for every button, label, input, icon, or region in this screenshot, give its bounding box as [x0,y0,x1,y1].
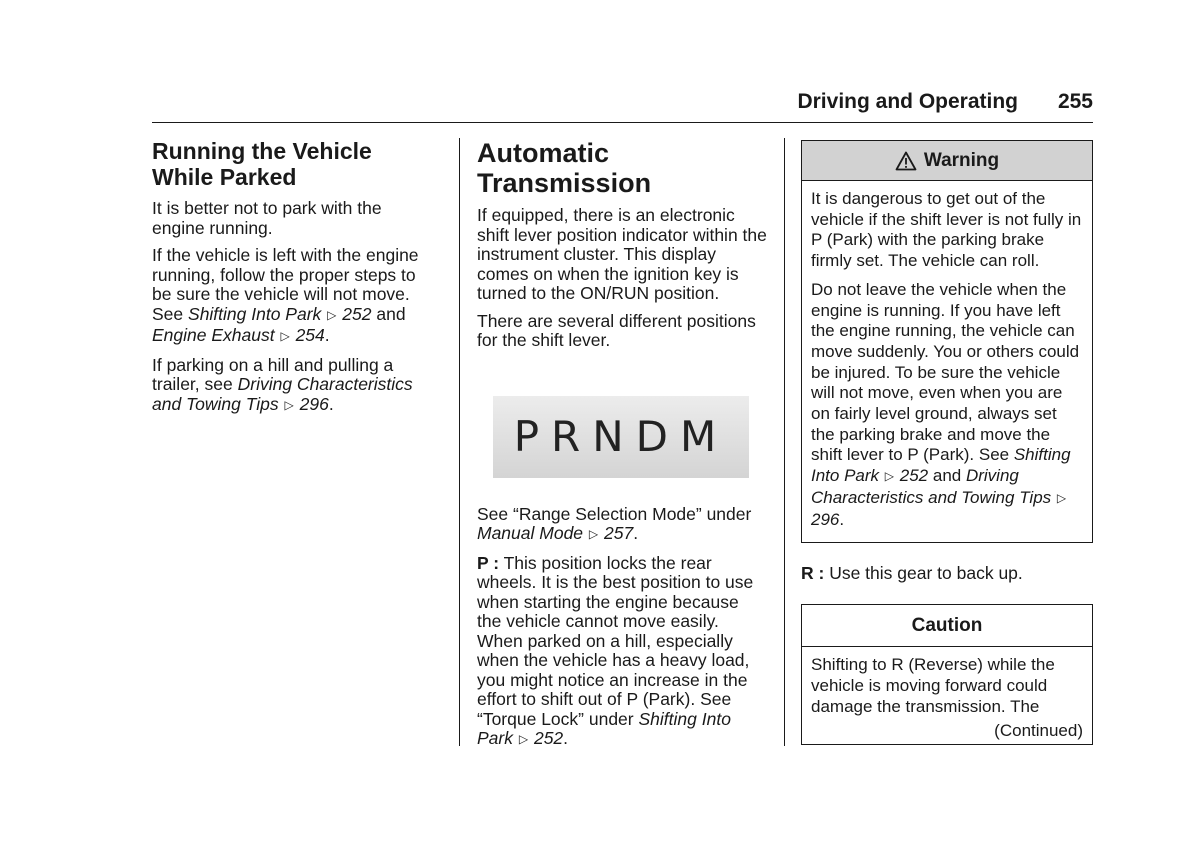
paragraph: See “Range Selection Mode” under Manual Mode ▷ 257. [477,503,752,543]
page-number: 255 [1057,90,1093,113]
paragraph: If parking on a hill and pulling a trailer, see Driving Characteristics and Towing Tips ▷ 296. [152,354,413,414]
cross-reference-link[interactable]: Shifting Into Park ▷ 252 [477,708,731,748]
paragraph [801,563,1093,583]
continued-label: (Continued) [994,721,1083,741]
page-arrow-icon: ▷ [518,732,529,746]
header-rule [152,122,1093,123]
column-divider-2 [784,138,785,746]
caution-box [801,604,1093,745]
cross-reference-link[interactable]: Driving Characteristics and Towing Tips ▷ 296 [811,466,1067,529]
cross-reference-link[interactable]: Shifting Into Park ▷ 252 [811,445,1071,486]
shift-position-indicator-image: PRNDM [493,396,749,478]
page-arrow-icon: ▷ [884,469,895,484]
cross-reference-link[interactable]: Driving Characteristics and Towing Tips ▷ 296 [152,374,413,414]
warning-header [802,141,1092,181]
warning-box [801,140,1093,543]
paragraph-text: Do not leave the vehicle when the engine is running. If you have left the engine running, the vehicle can move suddenly. You or others could be injured. To be sure the vehicle will not move, even when you are on fairly level ground, always set the parking brake and move the shift lever to P (Park). See [811,279,1080,465]
page-arrow-icon: ▷ [327,307,337,322]
caution-paragraph: Shifting to R (Reverse) while the vehicle is moving forward could damage the transmission. The [811,655,1055,716]
column-1 [152,138,438,424]
gear-label-p: P : [477,552,500,573]
heading-automatic-transmission: Automatic Transmission [477,138,652,198]
conjunction: and [932,466,962,486]
paragraph-text: If parking on a hill and pulling a trailer, see [152,354,394,394]
paragraph: If equipped, there is an electronic shift lever position indicator within the instrument cluster. This display comes on when the ignition key is turned to the ON/RUN position. [477,205,767,303]
cross-reference-link[interactable]: Shifting Into Park ▷ 252 [188,303,372,324]
paragraph-text: Use this gear to back up. [829,563,1023,584]
column-3 [801,140,1093,745]
paragraph: There are several different positions for the shift lever. [477,310,756,350]
page-arrow-icon: ▷ [588,527,599,541]
paragraph-text: This position locks the rear wheels. It is the best position to use when starting the engine because the vehicle cannot move easily. When parked on a hill, especially when the vehicle has a heavy load, you might notice an increase in the effort to shift out of P (Park). See “Torque Lock” under [477,552,754,729]
warning-triangle-icon [895,151,917,171]
cross-reference-link[interactable]: Engine Exhaust ▷ 254 [152,325,325,345]
page-arrow-icon: ▷ [284,397,294,412]
conjunction: and [376,303,406,324]
warning-body [802,181,1092,542]
paragraph: If the vehicle is left with the engine running, follow the proper steps to be sure the vehicle will not move. See Shifting Into Park ▷ 252 and Engine Exhaust ▷ 254. [152,245,419,345]
paragraph-text: If the vehicle is left with the engine running, follow the proper steps to be sure the vehicle will not move. See [152,245,419,324]
section-title: Driving and Operating [797,90,1018,113]
warning-paragraph: Do not leave the vehicle when the engine is running. If you have left the engine running, the vehicle can move suddenly. You or others could be injured. To be sure the vehicle will not move, even when you are on fairly level ground, always set the parking brake and move the shift lever to P (Park). See Shifting Into Park ▷ 252 and Driving Characteristics and Towing Tips ▷ 296. [811,279,1080,529]
page-arrow-icon: ▷ [280,329,290,343]
page-arrow-icon: ▷ [1056,490,1067,505]
gear-label-r: R : [801,563,825,584]
column-divider-1 [459,138,460,746]
paragraph: P : This position locks the rear wheels. It is the best position to use when starting the engine because the vehicle cannot move easily. When parked on a hill, especially when the vehicle has a heavy load, you might notice an increase in the effort to shift out of P (Park). See “Torque Lock” under Shifting Into Park ▷ 252. [477,552,754,748]
warning-paragraph: It is dangerous to get out of the vehicle if the shift lever is not fully in P (Park) with the parking brake firmly set. The vehicle can roll. [811,189,1082,271]
caution-header [802,605,1092,647]
paragraph: It is better not to park with the engine running. [152,198,382,238]
warning-title: Warning [923,149,1000,171]
heading-running-vehicle-parked: Running the Vehicle While Parked [152,138,372,190]
column-2 [477,138,767,759]
caution-title: Caution [911,614,983,636]
cross-reference-link[interactable]: Manual Mode ▷ 257 [477,523,634,543]
caution-body [802,647,1092,744]
paragraph-text: See “Range Selection Mode” under [477,503,752,524]
